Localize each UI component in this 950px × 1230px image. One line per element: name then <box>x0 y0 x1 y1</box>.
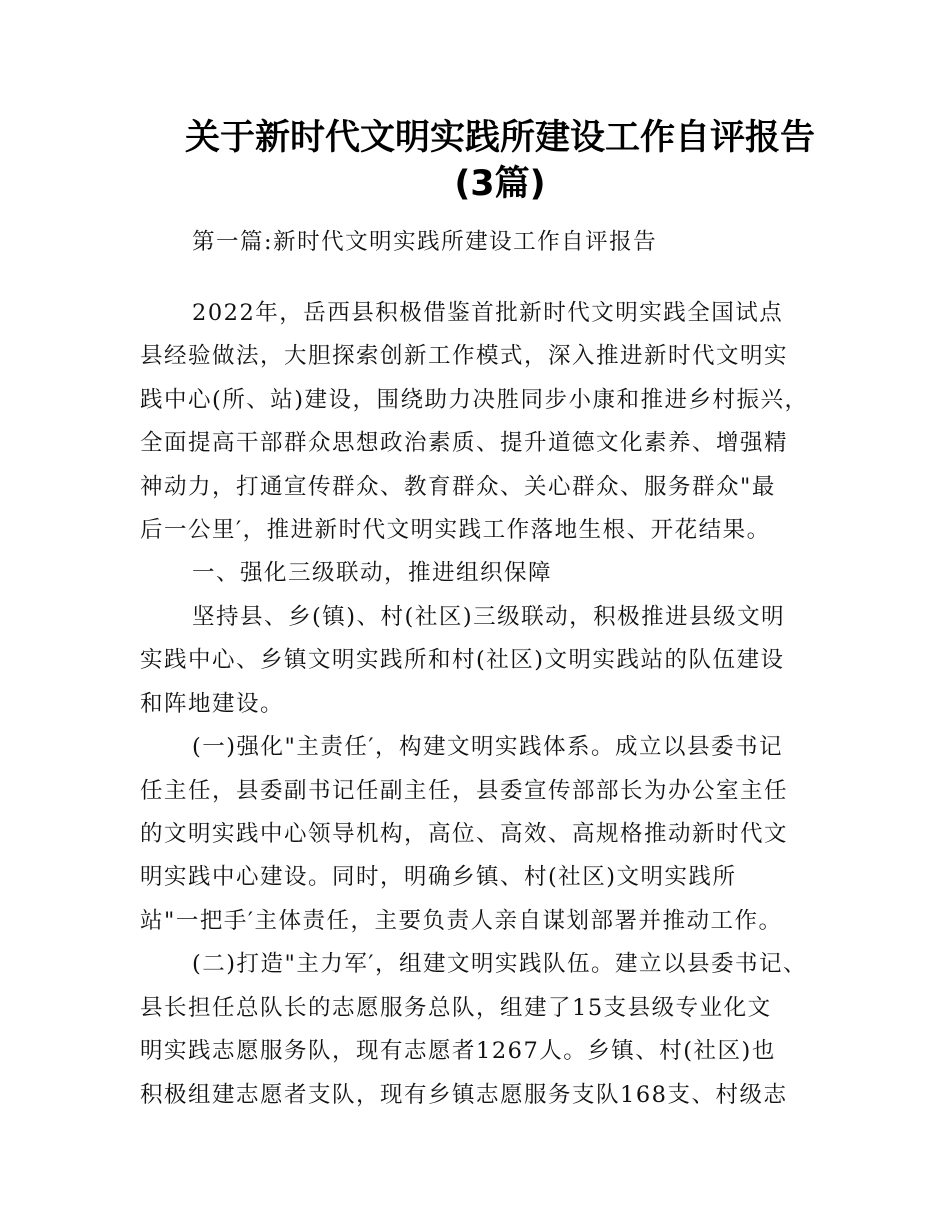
body-line: 和阵地建设。 <box>140 691 285 717</box>
body-line: 神动力，打通宣传群众、教育群众、关心群众、服务群众"最 <box>140 474 776 500</box>
body-line: 任主任，县委副书记任副主任，县委宣传部部长为办公室主任 <box>140 778 789 804</box>
body-line: 站"一把手′主体责任，主要负责人亲自谋划部署并推动工作。 <box>140 908 783 934</box>
body-line: 践中心(所、站)建设，围绕助力决胜同步小康和推进乡村振兴， <box>140 387 809 413</box>
subsection-heading: 一、强化三级联动，推进组织保障 <box>192 560 553 586</box>
body-line: 的文明实践中心领导机构，高位、高效、高规格推动新时代文 <box>140 821 789 847</box>
title-line-1: 关于新时代文明实践所建设工作自评报告 <box>184 118 815 158</box>
body-line: 县经验做法，大胆探索创新工作模式，深入推进新时代文明实 <box>140 343 789 369</box>
body-line: 2022年，岳西县积极借鉴首批新时代文明实践全国试点 <box>192 300 784 326</box>
body-line: 积极组建志愿者支队，现有乡镇志愿服务支队168支、村级志 <box>140 1082 788 1108</box>
section-heading: 第一篇:新时代文明实践所建设工作自评报告 <box>192 229 658 255</box>
body-line: 明实践中心建设。同时，明确乡镇、村(社区)文明实践所 <box>140 864 737 890</box>
body-line: 坚持县、乡(镇)、村(社区)三级联动，积极推进县级文明 <box>192 604 786 630</box>
title-line-2: (3篇) <box>454 164 546 204</box>
body-line: (二)打造"主力军′，组建文明实践队伍。建立以县委书记、 <box>192 951 808 977</box>
body-line: (一)强化"主责任′，构建文明实践体系。成立以县委书记 <box>192 734 784 760</box>
body-line: 实践中心、乡镇文明实践所和村(社区)文明实践站的队伍建设 <box>140 647 785 673</box>
body-line: 后一公里′，推进新时代文明实践工作落地生根、开花结果。 <box>140 517 771 543</box>
body-line: 全面提高干部群众思想政治素质、提升道德文化素养、增强精 <box>140 430 789 456</box>
body-line: 县长担任总队长的志愿服务总队，组建了15支县级专业化文 <box>140 995 772 1021</box>
body-line: 明实践志愿服务队，现有志愿者1267人。乡镇、村(社区)也 <box>140 1038 776 1064</box>
